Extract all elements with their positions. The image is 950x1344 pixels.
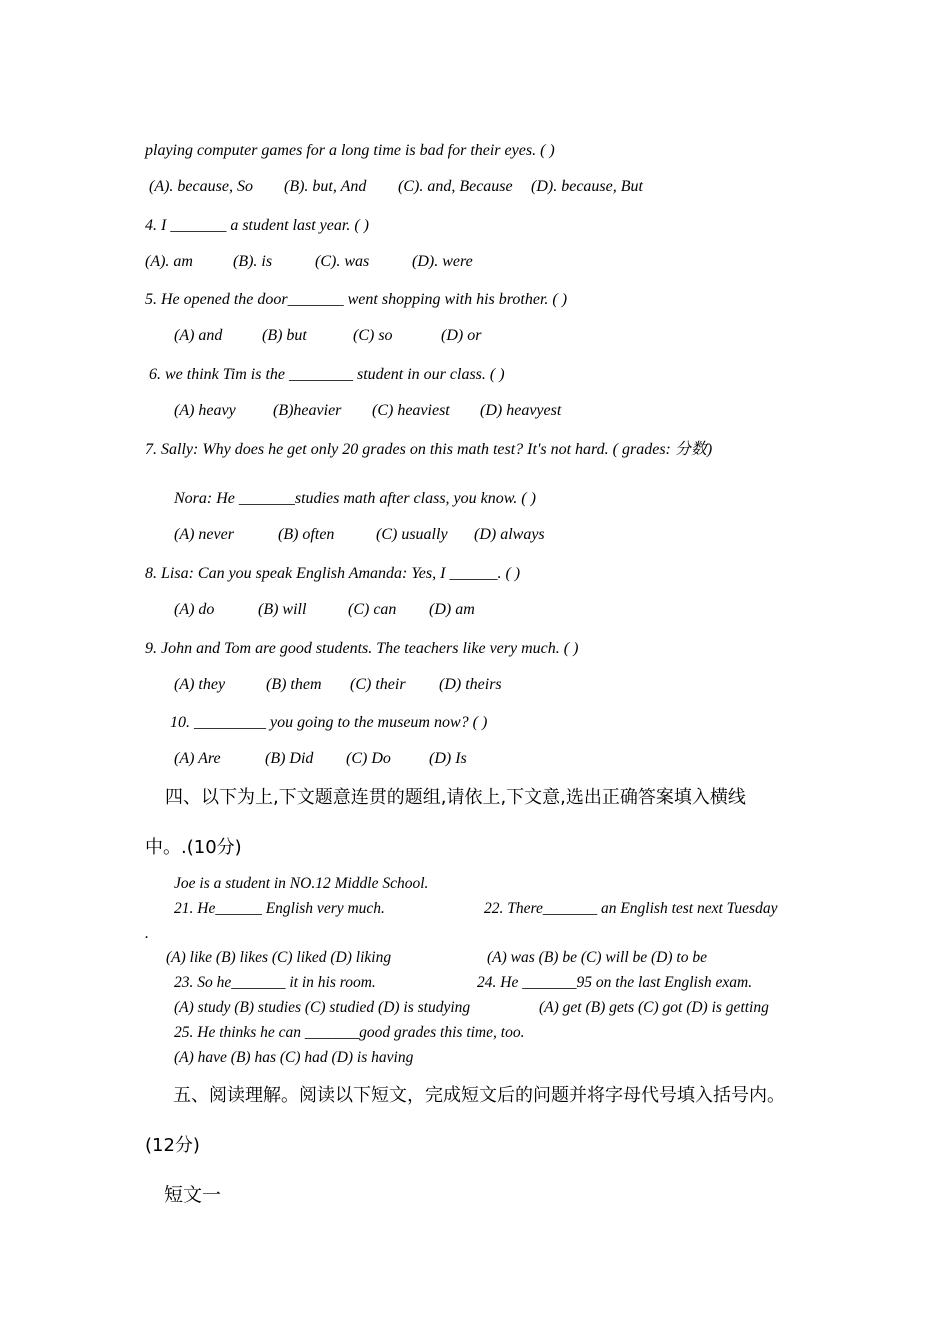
- q10-option-b: (B) Did: [265, 750, 314, 767]
- q9-stem: 9. John and Tom are good students. The teachers like very much. ( ): [145, 640, 579, 657]
- q10-option-d: (D) Is: [429, 750, 467, 767]
- q10-stem: 10. _________ you going to the museum now? ( ): [170, 714, 488, 731]
- section5-heading: 五、阅读理解。阅读以下短文，完成短文后的问题并将字母代号填入括号内。: [173, 1085, 785, 1106]
- q7-option-d: (D) always: [474, 526, 545, 543]
- q4-option-d: (D). were: [412, 253, 473, 270]
- q22-options: (A) was (B) be (C) will be (D) to be: [487, 949, 707, 966]
- passage-one-title: 短文一: [164, 1184, 222, 1206]
- q5-option-a: (A) and: [174, 327, 223, 344]
- q10-option-c: (C) Do: [346, 750, 391, 767]
- q8-option-d: (D) am: [429, 601, 475, 618]
- q7-stem-continued: Nora: He _______studies math after class, you know. ( ): [174, 490, 536, 507]
- q5-option-d: (D) or: [441, 327, 482, 344]
- q3-option-d: (D). because, But: [531, 178, 643, 195]
- q21-stem: 21. He______ English very much.: [174, 900, 385, 917]
- q9-option-d: (D) theirs: [439, 676, 502, 693]
- q6-stem: 6. we think Tim is the ________ student in our class. ( ): [149, 366, 505, 383]
- q5-option-b: (B) but: [262, 327, 307, 344]
- q8-option-c: (C) can: [348, 601, 397, 618]
- q6-option-a: (A) heavy: [174, 402, 236, 419]
- q7-option-a: (A) never: [174, 526, 234, 543]
- q9-option-c: (C) their: [350, 676, 406, 693]
- q7-option-c: (C) usually: [376, 526, 448, 543]
- q24-stem: 24. He _______95 on the last English exam.: [477, 974, 753, 991]
- q5-stem: 5. He opened the door_______ went shopping with his brother. ( ): [145, 291, 568, 308]
- q22-trailing-period: .: [145, 925, 149, 942]
- q8-stem: 8. Lisa: Can you speak English Amanda: Yes, I ______. ( ): [145, 565, 521, 582]
- q7-option-b: (B) often: [278, 526, 335, 543]
- q3-stem: playing computer games for a long time is bad for their eyes. ( ): [145, 142, 555, 159]
- q9-option-a: (A) they: [174, 676, 226, 693]
- section4-heading-continued: 中。.(10分): [145, 837, 242, 858]
- q7-stem: 7. Sally: Why does he get only 20 grades on this math test? It's not hard. ( grades: 分数): [145, 441, 713, 458]
- q10-option-a: (A) Are: [174, 750, 221, 767]
- section4-heading: 四、以下为上,下文题意连贯的题组,请依上,下文意,选出正确答案填入横线: [165, 787, 746, 808]
- q8-option-a: (A) do: [174, 601, 215, 618]
- q23-options: (A) study (B) studies (C) studied (D) is studying: [174, 999, 471, 1016]
- q23-stem: 23. So he_______ it in his room.: [174, 974, 376, 991]
- q6-option-c: (C) heaviest: [372, 402, 450, 419]
- q21-options: (A) like (B) likes (C) liked (D) liking: [166, 949, 392, 966]
- q5-option-c: (C) so: [353, 327, 393, 344]
- q4-option-c: (C). was: [315, 253, 370, 270]
- q25-options: (A) have (B) has (C) had (D) is having: [174, 1049, 414, 1066]
- q4-option-b: (B). is: [233, 253, 273, 270]
- q6-option-b: (B)heavier: [273, 402, 342, 419]
- q24-options: (A) get (B) gets (C) got (D) is getting: [539, 999, 769, 1016]
- q3-option-a: (A). because, So: [149, 178, 253, 195]
- q3-option-c: (C). and, Because: [398, 178, 513, 195]
- q4-option-a: (A). am: [145, 253, 193, 270]
- q8-option-b: (B) will: [258, 601, 307, 618]
- q6-option-d: (D) heavyest: [480, 402, 562, 419]
- q4-stem: 4. I _______ a student last year. ( ): [145, 217, 369, 234]
- section4-passage: Joe is a student in NO.12 Middle School.: [174, 875, 429, 892]
- q22-stem: 22. There_______ an English test next Tuesday: [484, 900, 778, 917]
- q25-stem: 25. He thinks he can _______good grades this time, too.: [174, 1024, 525, 1041]
- section5-heading-continued: (12分): [145, 1135, 200, 1156]
- q3-option-b: (B). but, And: [284, 178, 367, 195]
- q9-option-b: (B) them: [266, 676, 322, 693]
